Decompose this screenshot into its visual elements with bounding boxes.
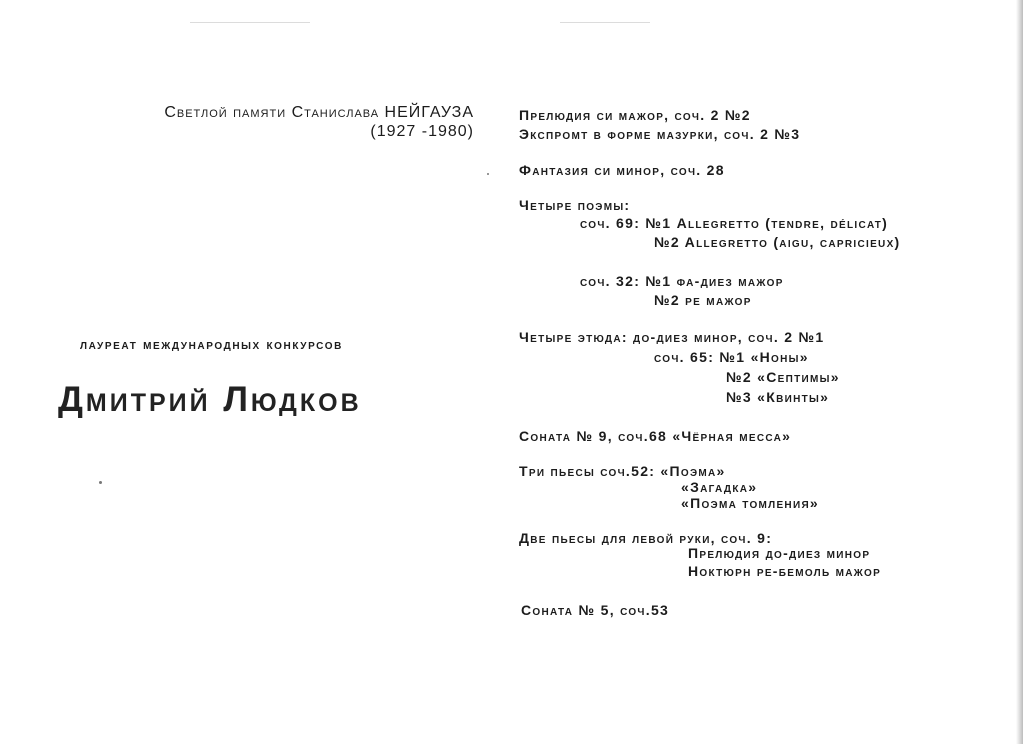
scan-mark [190, 22, 310, 23]
scan-speck [487, 173, 489, 175]
program-line: Четыре поэмы: [519, 197, 631, 213]
program-line: №2 Allegretto (aigu, capricieux) [654, 234, 901, 250]
program-line: соч. 65: №1 «Ноны» [654, 349, 809, 365]
program-line: №2 «Септимы» [726, 369, 840, 385]
program-line: Четыре этюда: до-диез минор, соч. 2 №1 [519, 329, 825, 345]
program-line: Соната № 5, соч.53 [521, 602, 670, 618]
performer-name: Дмитрий Людков [58, 380, 362, 419]
page-edge-shadow [1016, 0, 1023, 744]
program-line: Прелюдия си мажор, соч. 2 №2 [519, 107, 751, 123]
program-line: Ноктюрн ре-бемоль мажор [688, 563, 882, 579]
program-line: Прелюдия до-диез минор [688, 545, 871, 561]
program-line: соч. 69: №1 Allegretto (tendre, délicat) [580, 215, 889, 231]
program-line: Экспромт в форме мазурки, соч. 2 №3 [519, 126, 801, 142]
program-line: №2 ре мажор [654, 292, 752, 308]
program-line: Три пьесы соч.52: «Поэма» [519, 463, 726, 479]
dedication-line: Светлой памяти Станислава НЕЙГАУЗА [164, 104, 474, 121]
program-line: Две пьесы для левой руки, соч. 9: [519, 530, 773, 546]
program-line: Соната № 9, соч.68 «Чёрная месса» [519, 428, 792, 444]
laureate-subtitle: лауреат международных конкурсов [80, 337, 343, 353]
program-line: Фантазия си минор, соч. 28 [519, 162, 725, 178]
program-line: соч. 32: №1 фа-диез мажор [580, 273, 784, 289]
scan-mark [560, 22, 650, 23]
dedication-years: (1927 -1980) [370, 123, 474, 140]
program-line: «Загадка» [681, 479, 758, 495]
program-line: №3 «Квинты» [726, 389, 830, 405]
program-line: «Поэма томления» [681, 495, 820, 511]
scan-speck [99, 481, 102, 484]
